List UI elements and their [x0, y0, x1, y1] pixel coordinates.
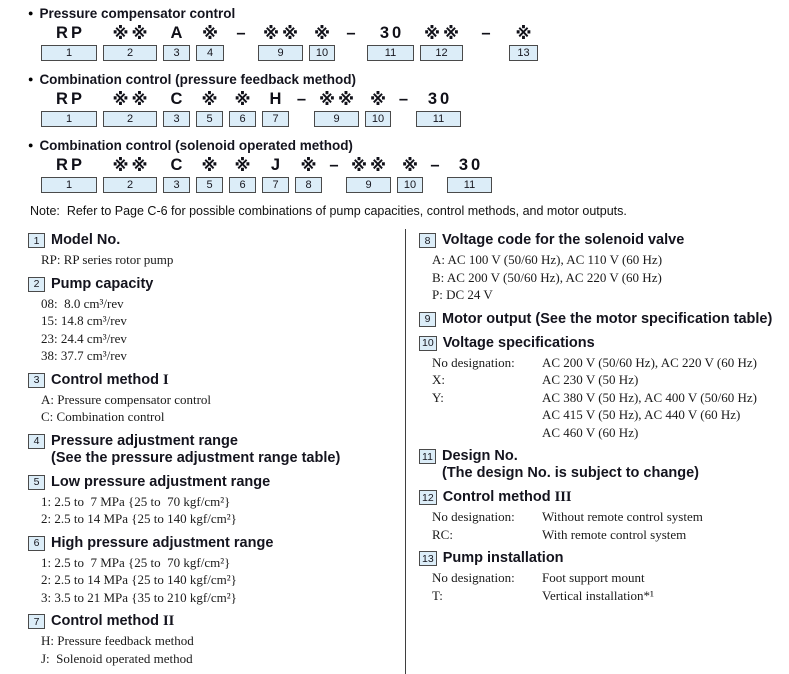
definition-line: RP: RP series rotor pump [41, 252, 174, 267]
definition-row [432, 569, 785, 587]
definition-item [28, 474, 405, 528]
code-column [163, 24, 190, 61]
code-number-box: 3 [163, 111, 190, 127]
definition-body [41, 391, 405, 426]
definition-title: Pump installation [442, 550, 564, 566]
code-character: – [346, 24, 359, 42]
definition-line: A: Pressure compensator control [41, 391, 212, 407]
definition-row-value: AC 230 V (50 Hz) [542, 372, 639, 387]
code-number-box: 7 [262, 111, 289, 127]
code-column [346, 156, 391, 193]
code-number-box: 13 [509, 45, 538, 61]
definition-number-box: 12 [419, 490, 437, 505]
definition-title: Motor output (See the motor specification table) [442, 310, 773, 327]
definition-title: Pressure adjustment range [51, 432, 238, 449]
definition-row [432, 526, 785, 544]
definitions-area [28, 229, 789, 674]
code-character: ※※ [112, 90, 151, 109]
code-character: – [481, 24, 494, 42]
definition-title: Control method [51, 613, 159, 629]
note-text: Note: Refer to Page C-6 for possible combinations of pump capacities, control methods, and motor outputs. [30, 204, 627, 218]
code-number-box: 1 [41, 45, 97, 61]
definition-line: C: Combination control [41, 409, 165, 424]
code-character: ※ [234, 156, 254, 175]
code-number-box: 3 [163, 177, 190, 193]
definition-row-value: Without remote control system [542, 509, 703, 524]
code-number-box: 2 [103, 177, 157, 193]
model-code-section [28, 6, 789, 61]
definition-row-label: No designation: [432, 570, 515, 585]
definition-item [28, 433, 405, 467]
code-number-box: 10 [397, 177, 423, 193]
definition-heading [419, 232, 785, 249]
code-column [262, 90, 289, 127]
definition-number-box: 13 [419, 551, 437, 566]
definition-heading [419, 335, 785, 352]
definition-heading [28, 613, 405, 630]
code-character: ※※ [423, 24, 463, 43]
definition-item [419, 489, 785, 543]
definition-heading [28, 372, 405, 389]
code-number-box: 10 [365, 111, 391, 127]
definition-number-box: 11 [419, 449, 436, 464]
definition-subtitle: (The design No. is subject to change) [442, 465, 699, 481]
definition-number-box: 3 [28, 373, 45, 388]
code-number-box: 9 [346, 177, 391, 193]
definition-row-value: AC 200 V (50/60 Hz), AC 220 V (60 Hz) [542, 354, 757, 370]
model-code-section [28, 138, 789, 193]
definition-line: H: Pressure feedback method [41, 633, 194, 648]
code-column [341, 24, 361, 61]
definition-item [28, 535, 405, 607]
code-column [328, 156, 340, 193]
definition-title: Control method [51, 371, 159, 388]
code-character: – [236, 24, 249, 42]
definition-row [432, 508, 785, 526]
code-character: C [170, 90, 186, 108]
bullet-icon: ● [28, 8, 34, 18]
definition-item [419, 311, 785, 328]
definition-row-label: No designation: [432, 509, 515, 524]
definition-title-roman-numeral: II [162, 613, 175, 629]
model-code-row [41, 156, 789, 193]
code-number-box: 4 [196, 45, 224, 61]
code-character: C [170, 156, 186, 174]
definition-row-value: AC 415 V (50 Hz), AC 440 V (60 Hz) [542, 407, 741, 422]
definition-body [432, 569, 785, 604]
definition-item [28, 372, 405, 426]
section-title-label: Pressure compensator control [39, 6, 236, 21]
definition-body [41, 493, 405, 528]
definition-heading [28, 433, 405, 450]
code-column [469, 24, 503, 61]
definition-line: 23: 24.4 cm³/rev [41, 330, 127, 346]
code-character: 30 [458, 156, 484, 174]
definition-row-label [432, 424, 542, 442]
definition-row-value: Foot support mount [542, 570, 645, 585]
code-column [41, 90, 97, 127]
code-character: RP [56, 156, 85, 174]
code-column [509, 24, 538, 61]
definition-row [432, 587, 785, 605]
section-title-label: Combination control (pressure feedback method) [39, 72, 356, 87]
definition-title: Voltage specifications [442, 334, 595, 351]
code-character: ※ [234, 90, 254, 109]
definition-line: 08: 8.0 cm³/rev [41, 295, 124, 311]
code-number-box: 12 [420, 45, 463, 61]
definition-line: 38: 37.7 cm³/rev [41, 348, 127, 363]
definition-row [432, 354, 785, 372]
section-heading [28, 138, 789, 153]
definition-line: 15: 14.8 cm³/rev [41, 313, 127, 328]
code-column [196, 156, 223, 193]
code-column [229, 156, 256, 193]
definition-item [28, 613, 405, 667]
section-heading [28, 72, 789, 87]
code-column [229, 90, 256, 127]
definition-body [41, 632, 405, 667]
code-column [196, 24, 224, 61]
code-character: – [430, 156, 443, 174]
code-column [103, 90, 157, 127]
code-column [41, 24, 97, 61]
code-number-box: 5 [196, 111, 223, 127]
code-number-box: 11 [416, 111, 461, 127]
code-character: ※※ [318, 90, 358, 109]
code-character: A [170, 24, 186, 42]
code-column [365, 90, 391, 127]
definition-title: Low pressure adjustment range [51, 473, 271, 490]
definition-heading [419, 448, 785, 465]
definition-number-box: 4 [28, 434, 45, 449]
definition-item [28, 232, 405, 269]
code-character: ※ [515, 24, 535, 43]
definition-heading [28, 232, 405, 249]
definition-row-value: Vertical installation*¹ [542, 587, 654, 603]
code-character: RP [56, 90, 85, 108]
code-character: ※ [201, 90, 221, 109]
code-character: 30 [379, 24, 405, 42]
code-number-box: 9 [258, 45, 303, 61]
code-character: 30 [427, 90, 453, 108]
code-column [258, 24, 303, 61]
definition-title: Voltage code for the solenoid valve [442, 232, 685, 248]
definition-item [419, 335, 785, 442]
definition-number-box: 5 [28, 475, 45, 490]
code-number-box: 5 [196, 177, 223, 193]
code-character: ※ [201, 156, 221, 175]
definition-line: 1: 2.5 to 7 MPa {25 to 70 kgf/cm²} [41, 554, 231, 570]
definition-line: A: AC 100 V (50/60 Hz), AC 110 V (60 Hz) [432, 252, 663, 267]
code-number-box: 6 [229, 177, 256, 193]
definition-number-box: 6 [28, 536, 45, 551]
definition-line: P: DC 24 V [432, 287, 493, 302]
code-column [262, 156, 289, 193]
model-code-section [28, 72, 789, 127]
definition-title: Model No. [51, 232, 121, 248]
code-character: – [398, 90, 412, 108]
code-character: ※※ [262, 24, 302, 43]
definition-number-box: 2 [28, 277, 45, 292]
model-code-row [41, 90, 789, 127]
definition-row-value: With remote control system [542, 526, 687, 542]
code-column [41, 156, 97, 193]
definition-row [432, 371, 785, 389]
definition-title-roman-numeral: I [162, 371, 169, 388]
code-character: ※※ [350, 156, 390, 175]
definition-item [419, 550, 785, 604]
definition-subtitle: (See the pressure adjustment range table) [51, 449, 341, 466]
definition-body [432, 251, 785, 304]
code-character: ※※ [112, 24, 151, 43]
definition-item [419, 448, 785, 482]
code-character: J [270, 156, 284, 174]
code-character: H [269, 90, 285, 108]
code-column [429, 156, 441, 193]
definition-row-label [432, 406, 542, 424]
definition-line: B: AC 200 V (50/60 Hz), AC 220 V (60 Hz) [432, 269, 662, 285]
definition-title-roman-numeral: III [554, 489, 572, 505]
definition-row [432, 406, 785, 424]
code-number-box: 8 [295, 177, 322, 193]
code-number-box: 1 [41, 111, 97, 127]
model-code-row [41, 24, 789, 61]
definition-row [432, 424, 785, 442]
definition-heading [419, 550, 785, 567]
code-character: ※ [313, 24, 334, 43]
code-column [196, 90, 223, 127]
definition-heading [28, 276, 405, 293]
definition-row-label: X: [432, 372, 445, 387]
code-column [163, 156, 190, 193]
definition-title: High pressure adjustment range [51, 534, 274, 551]
code-character: ※ [201, 24, 222, 43]
definition-line: 2: 2.5 to 14 MPa {25 to 140 kgf/cm²} [41, 511, 237, 526]
code-character: ※ [300, 156, 320, 175]
code-column [163, 90, 190, 127]
definition-row-label: RC: [432, 526, 453, 542]
definition-item [28, 276, 405, 365]
code-column [416, 90, 461, 127]
definition-body [432, 354, 785, 442]
definitions-left-column [28, 229, 405, 674]
code-column [447, 156, 492, 193]
code-column [367, 24, 414, 61]
code-number-box: 3 [163, 45, 190, 61]
code-number-box: 2 [103, 111, 157, 127]
code-number-box: 1 [41, 177, 97, 193]
code-column [295, 156, 322, 193]
definitions-right-column [406, 229, 789, 674]
definition-number-box: 7 [28, 614, 45, 629]
code-character: RP [56, 24, 85, 42]
code-number-box: 10 [309, 45, 335, 61]
definition-number-box: 9 [419, 312, 436, 327]
definition-row-label: T: [432, 587, 443, 603]
code-column [397, 90, 410, 127]
model-code-sections [28, 6, 789, 193]
definition-title: Pump capacity [51, 275, 154, 292]
code-column [230, 24, 252, 61]
definition-line: 3: 3.5 to 21 MPa {35 to 210 kgf/cm²} [41, 589, 237, 605]
definition-title: Design No. [442, 448, 518, 464]
definition-row [432, 389, 785, 407]
definition-heading [419, 489, 785, 506]
code-column [309, 24, 335, 61]
definition-body [41, 295, 405, 365]
code-character: – [329, 156, 342, 174]
code-character: ※ [401, 156, 422, 175]
definition-number-box: 8 [419, 233, 436, 248]
definition-body [41, 554, 405, 607]
code-number-box: 6 [229, 111, 256, 127]
definition-number-box: 1 [28, 233, 45, 248]
definition-row-label: Y: [432, 389, 444, 405]
definition-title: Control method [442, 489, 551, 505]
definition-line: J: Solenoid operated method [41, 650, 193, 666]
definition-line: 1: 2.5 to 7 MPa {25 to 70 kgf/cm²} [41, 493, 231, 509]
code-column [103, 24, 157, 61]
definition-body [432, 508, 785, 543]
definition-item [419, 232, 785, 304]
definition-number-box: 10 [419, 336, 437, 351]
definition-heading [419, 311, 785, 328]
definition-row-value: AC 460 V (60 Hz) [542, 424, 639, 440]
code-column [295, 90, 308, 127]
code-number-box: 2 [103, 45, 157, 61]
code-character: ※※ [112, 156, 151, 175]
code-number-box: 9 [314, 111, 359, 127]
code-column [420, 24, 463, 61]
code-number-box: 11 [367, 45, 414, 61]
code-number-box: 7 [262, 177, 289, 193]
code-number-box: 11 [447, 177, 492, 193]
code-column [397, 156, 423, 193]
code-column [314, 90, 359, 127]
section-heading [28, 6, 789, 21]
bullet-icon: ● [28, 140, 34, 150]
definition-heading [28, 535, 405, 552]
code-character: – [296, 90, 310, 108]
section-title-label: Combination control (solenoid operated method) [39, 138, 353, 153]
definition-body [41, 251, 405, 269]
definition-heading [28, 474, 405, 491]
definition-row-label: No designation: [432, 354, 515, 370]
code-column [103, 156, 157, 193]
definition-line: 2: 2.5 to 14 MPa {25 to 140 kgf/cm²} [41, 572, 237, 587]
code-character: ※ [369, 90, 390, 109]
definition-row-value: AC 380 V (50 Hz), AC 400 V (50/60 Hz) [542, 389, 757, 405]
bullet-icon: ● [28, 74, 34, 84]
